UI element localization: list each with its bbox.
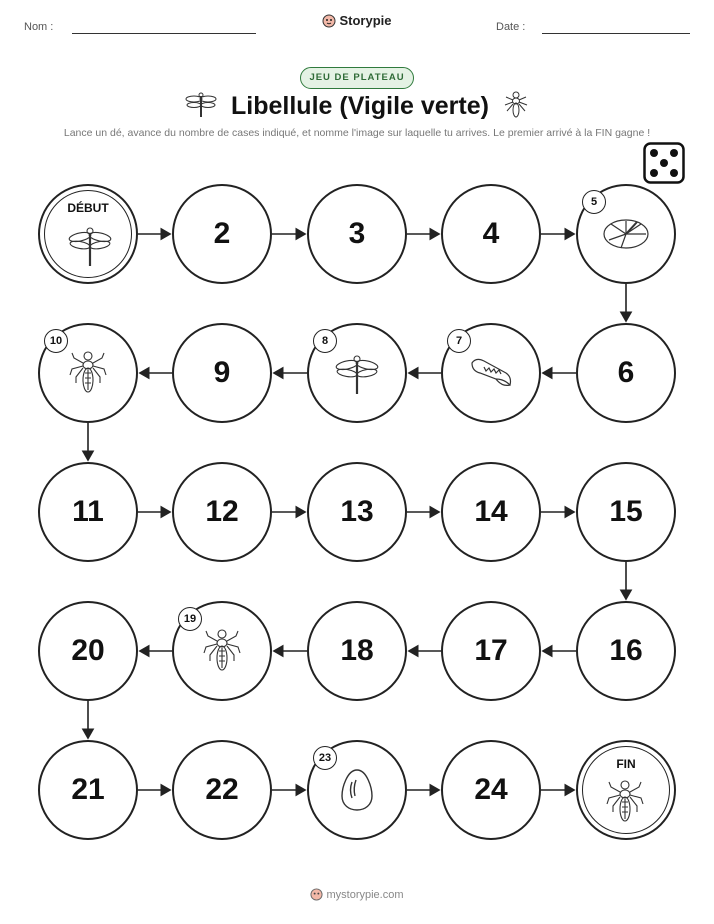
board-cell [441,462,541,562]
footer [0,888,714,904]
date-label: Date : [496,21,526,33]
cell-number: 24 [474,773,508,806]
board-cell [307,323,407,423]
dragonfly-icon [67,222,113,273]
name-label: Nom : [24,21,54,33]
board-cell [441,601,541,701]
instructions: Lance un dé, avance du nombre de cases indiqué, et nomme l'image sur laquelle tu arrives. Le premier arrivé à la FIN gagne ! [63,127,651,139]
cell-number-badge: 7 [447,329,471,353]
brand-name: Storypie [339,13,392,28]
cell-number-badge: 10 [44,329,68,353]
start-cell [38,184,138,284]
board-cell [307,601,407,701]
cell-number: 21 [71,773,105,806]
board-cell [172,740,272,840]
cell-number: 3 [348,217,366,250]
cell-number: 13 [340,495,374,528]
board-cell [576,323,676,423]
board-cell [172,601,272,701]
board-cell [441,740,541,840]
board-cell [172,184,272,284]
title-text: Libellule (Vigile verte) [231,92,489,120]
cell-number: 9 [213,356,231,389]
footer-url: mystorypie.com [326,889,404,901]
board-cell [307,184,407,284]
start-label: DÉBUT [67,201,109,215]
board-cell [441,323,541,423]
board-cell [441,184,541,284]
board-cell [307,462,407,562]
cell-number-badge: 5 [582,190,606,214]
board-cell [576,601,676,701]
end-label: FIN [616,757,636,771]
cell-number: 20 [71,634,105,667]
board-cell [38,740,138,840]
board-cell [38,601,138,701]
cell-number: 15 [609,495,643,528]
cell-number-badge: 8 [313,329,337,353]
board-cell [172,462,272,562]
board-cell [38,323,138,423]
board-cell [576,184,676,284]
cell-number: 14 [474,495,508,528]
cell-number: 12 [205,495,239,528]
end-cell [576,740,676,840]
board-cell [307,740,407,840]
cell-number: 16 [609,634,643,667]
cell-number: 4 [482,217,500,250]
cell-number: 6 [617,356,635,389]
cell-number-badge: 19 [178,607,202,631]
cell-number: 2 [213,217,231,250]
cell-number: 22 [205,773,239,806]
cell-number: 11 [72,495,104,528]
game-type-badge: JEU DE PLATEAU [300,67,414,89]
nymph-icon [605,778,645,831]
storypie-logo-icon [310,888,323,904]
cell-number: 18 [340,634,374,667]
board-cell [576,462,676,562]
board-cell [172,323,272,423]
board-cell [38,462,138,562]
cell-number-badge: 23 [313,746,337,770]
cell-number: 17 [474,634,508,667]
